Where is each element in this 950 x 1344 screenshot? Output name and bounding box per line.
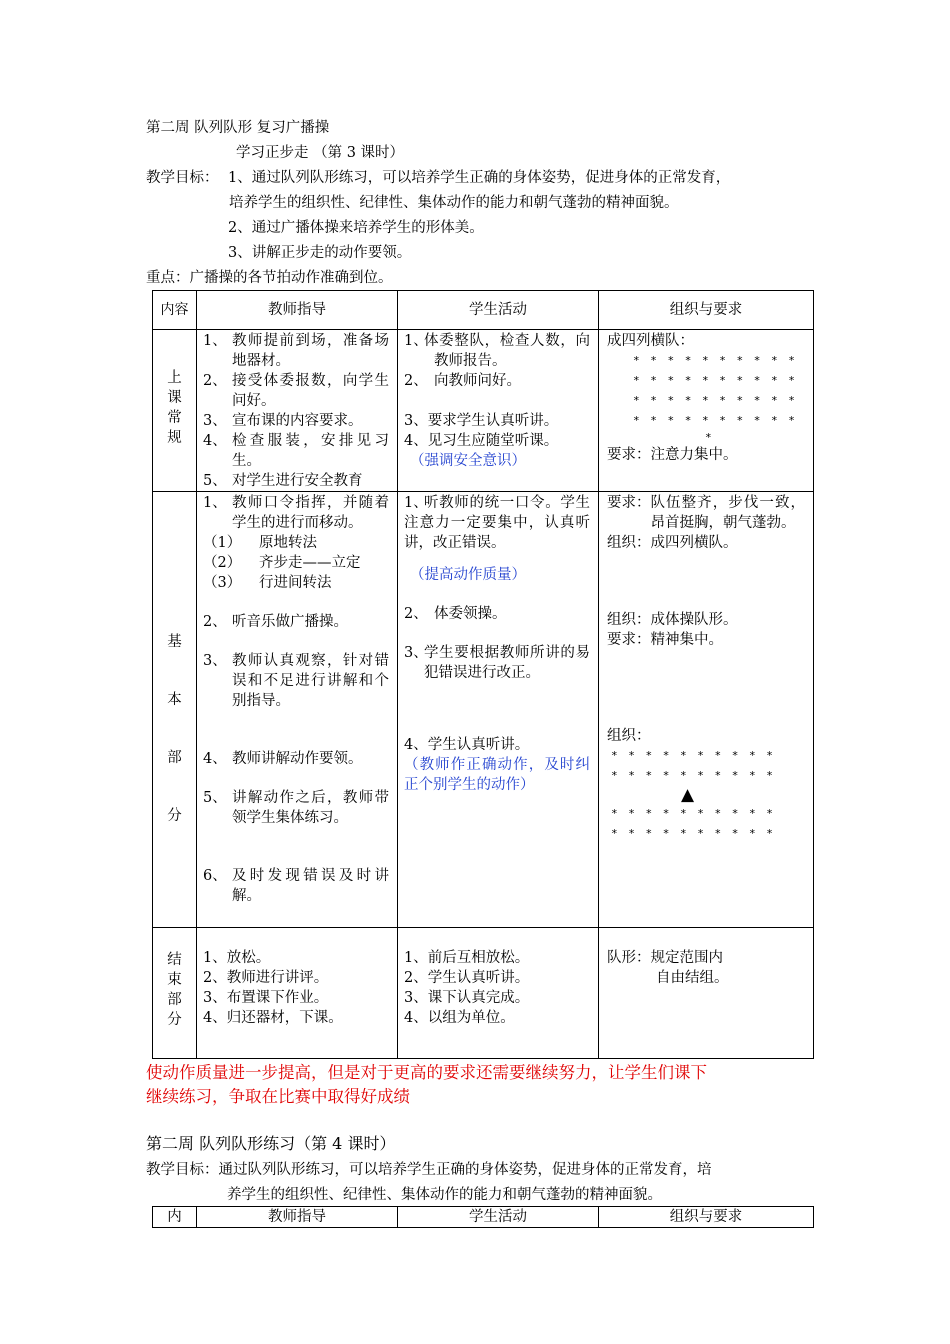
lesson-title: 第二周 队列队形 复习广播操 xyxy=(146,120,330,136)
formation-text: 规定范围内 xyxy=(650,950,723,966)
header-content xyxy=(153,291,197,330)
item-number: 4、 xyxy=(203,433,227,449)
routine-section-label xyxy=(153,330,197,492)
table-header-row xyxy=(153,291,814,330)
list-item xyxy=(203,471,389,491)
item-text: 宣布课的内容要求。 xyxy=(232,413,363,429)
list-item xyxy=(203,371,389,411)
list-item xyxy=(203,411,389,431)
item-text: 要求学生认真听讲。 xyxy=(427,413,559,429)
lesson-subtitle: 学习正步走 （第 3 课时） xyxy=(236,145,405,161)
lesson-4-objective: 教学目标：通过队列队形练习，可以培养学生正确的身体姿势，促进身体的正常发育，培 xyxy=(146,1162,712,1178)
list-item xyxy=(404,493,590,553)
routine-section-text: 上课常规 xyxy=(167,370,182,446)
quality-note: （提高动作质量） xyxy=(410,567,526,583)
item-text: 体委整队，检查人数，向教师报告。 xyxy=(424,333,590,369)
objective-1-continued: 培养学生的组织性、纪律性、集体动作的能力和朝气蓬勃的精神面貌。 xyxy=(229,195,679,211)
item-number: 1、 xyxy=(404,495,428,511)
organization-line: 组织：成四列横队。 xyxy=(607,535,738,551)
item-text: 接受体委报数，向学生问好。 xyxy=(232,373,389,409)
reflection-line-2: 继续练习，争取在比赛中取得好成绩 xyxy=(146,1087,410,1106)
header-student: 学生活动 xyxy=(398,291,599,330)
item-text: 学生认真听讲。 xyxy=(427,737,530,753)
list-item xyxy=(404,431,590,451)
formation-row: * * * * * * * * * * xyxy=(611,807,775,820)
list-item xyxy=(203,651,389,711)
item-text: 教师认真观察，针对错误和不足进行讲解和个别指导。 xyxy=(232,653,389,709)
organization-line: 要求：精神集中。 xyxy=(607,632,723,648)
item-number: （1） xyxy=(203,535,242,551)
formation-row: * xyxy=(705,431,714,444)
item-number: 1、 xyxy=(203,495,227,511)
item-number: 2、 xyxy=(203,373,227,389)
routine-teacher-cell xyxy=(197,330,398,492)
item-number: 3、 xyxy=(404,413,428,429)
list-item xyxy=(404,643,590,683)
formation-title: 成四列横队： xyxy=(607,333,694,349)
header-content-label: 内容 xyxy=(160,301,189,318)
main-section-char: 部 xyxy=(167,750,182,766)
header-content: 内 xyxy=(153,1207,197,1228)
item-number: 2、 xyxy=(404,373,428,389)
requirement-label: 要求： xyxy=(607,495,651,511)
list-item: 1、前后互相放松。 xyxy=(404,950,530,966)
item-number: 1、 xyxy=(203,333,227,349)
item-text: 向教师问好。 xyxy=(434,373,521,389)
item-number: 1、 xyxy=(404,333,428,349)
formation-row: * * * * * * * * * * xyxy=(611,749,775,762)
teacher-position-triangle-icon: ▲ xyxy=(681,785,695,805)
sub-item xyxy=(203,533,389,553)
main-student-cell xyxy=(398,492,599,928)
objective-3: 3、讲解正步走的动作要领。 xyxy=(228,245,412,261)
formation-row: * * * * * * * * * * xyxy=(633,354,797,367)
item-text: 行进间转法 xyxy=(259,575,332,591)
item-text: 教师口令指挥，并随着学生的进行而移动。 xyxy=(232,495,389,531)
item-number: 5、 xyxy=(203,790,227,806)
item-text: 齐步走——立定 xyxy=(259,555,361,571)
item-number: 2、 xyxy=(203,614,227,630)
item-number: 3、 xyxy=(404,645,428,661)
table-row-routine xyxy=(153,330,814,492)
item-number: 2、 xyxy=(404,606,428,622)
list-item xyxy=(404,371,590,391)
header-student: 学生活动 xyxy=(398,1207,599,1228)
list-item xyxy=(404,331,590,371)
safety-note: （强调安全意识） xyxy=(410,453,526,469)
ending-section-text: 结束部分 xyxy=(167,952,182,1028)
item-text: 及时发现错误及时讲解。 xyxy=(232,868,389,904)
main-section-char: 分 xyxy=(167,808,182,824)
main-section-char: 本 xyxy=(167,692,182,708)
item-number: 3、 xyxy=(203,413,227,429)
lesson-4-objective-continued: 养学生的组织性、纪律性、集体动作的能力和朝气蓬勃的精神面貌。 xyxy=(227,1187,662,1203)
item-number: 3、 xyxy=(203,653,227,669)
ending-section-label xyxy=(153,928,197,1059)
item-text: 体委领操。 xyxy=(434,606,507,622)
organization-line: 组织：成体操队形。 xyxy=(607,612,738,628)
list-item xyxy=(404,411,590,431)
lesson-plan-table xyxy=(152,290,814,1059)
item-number: 6、 xyxy=(203,868,227,884)
list-item xyxy=(203,431,389,471)
item-number: 4、 xyxy=(203,751,227,767)
main-teacher-cell xyxy=(197,492,398,928)
routine-student-cell xyxy=(398,330,599,492)
sub-item xyxy=(203,573,389,593)
list-item: 4、归还器材，下课。 xyxy=(203,1010,343,1026)
list-item: 2、学生认真听讲。 xyxy=(404,970,530,986)
formation-row: * * * * * * * * * * xyxy=(633,414,797,427)
sub-item xyxy=(203,553,389,573)
item-text: 学生要根据教师所讲的易犯错误进行改正。 xyxy=(424,645,590,681)
list-item xyxy=(404,735,590,755)
formation-row: * * * * * * * * * * xyxy=(611,769,775,782)
formation-requirement: 要求：注意力集中。 xyxy=(607,447,738,463)
header-teacher: 教师指导 xyxy=(197,1207,398,1228)
item-text: 原地转法 xyxy=(259,535,317,551)
item-number: （3） xyxy=(203,575,242,591)
organization-line: 组织： xyxy=(607,728,651,744)
item-number: 5、 xyxy=(203,473,227,489)
item-text: 听教师的统一口令。学生注意力一定要集中，认真听讲，改正错误。 xyxy=(404,495,590,551)
table-row-main xyxy=(153,492,814,928)
reflection-line-1: 使动作质量进一步提高，但是对于更高的要求还需要继续努力，让学生们课下 xyxy=(146,1063,707,1082)
lesson-4-table xyxy=(152,1206,814,1228)
item-text: 对学生进行安全教育 xyxy=(232,473,363,489)
formation-row: * * * * * * * * * * xyxy=(633,374,797,387)
routine-organization-cell xyxy=(599,330,814,492)
item-number: 4、 xyxy=(404,737,428,753)
item-text: 听音乐做广播操。 xyxy=(232,614,348,630)
main-organization-cell xyxy=(599,492,814,928)
item-number: 4、 xyxy=(404,433,428,449)
list-item xyxy=(404,604,590,624)
formation-label: 队形： xyxy=(607,950,651,966)
list-item: 2、教师进行讲评。 xyxy=(203,970,329,986)
item-text: 见习生应随堂听课。 xyxy=(427,433,559,449)
list-item xyxy=(203,493,389,533)
formation-row: * * * * * * * * * * xyxy=(633,394,797,407)
ending-teacher-cell xyxy=(197,928,398,1059)
table-header-row xyxy=(153,1207,814,1228)
objectives-label: 教学目标： xyxy=(146,170,219,186)
formation-text-continued: 自由结组。 xyxy=(656,970,729,986)
correction-note: （教师作正确动作，及时纠正个别学生的动作） xyxy=(404,757,590,793)
item-number: （2） xyxy=(203,555,242,571)
header-teacher: 教师指导 xyxy=(197,291,398,330)
header-organization: 组织与要求 xyxy=(599,1207,814,1228)
objective-1: 1、通过队列队形练习，可以培养学生正确的身体姿势，促进身体的正常发育， xyxy=(228,170,731,186)
main-section-label xyxy=(153,492,197,928)
list-item: 3、布置课下作业。 xyxy=(203,990,329,1006)
item-text: 教师讲解动作要领。 xyxy=(232,751,363,767)
list-item xyxy=(203,866,389,906)
list-item xyxy=(203,788,389,828)
table-row-ending xyxy=(153,928,814,1059)
ending-student-cell xyxy=(398,928,599,1059)
list-item xyxy=(203,749,389,769)
list-item: 4、以组为单位。 xyxy=(404,1010,515,1026)
requirement-text: 队伍整齐，步伐一致，昂首挺胸，朝气蓬勃。 xyxy=(650,495,805,531)
requirement-item xyxy=(607,493,805,533)
formation-row: * * * * * * * * * * xyxy=(611,827,775,840)
list-item xyxy=(203,612,389,632)
ending-organization-cell xyxy=(599,928,814,1059)
key-point: 重点：广播操的各节拍动作准确到位。 xyxy=(146,270,393,286)
objective-2: 2、通过广播体操来培养学生的形体美。 xyxy=(228,220,484,236)
list-item: 3、课下认真完成。 xyxy=(404,990,530,1006)
list-item xyxy=(203,331,389,371)
item-text: 教师提前到场，准备场地器材。 xyxy=(232,333,389,369)
item-text: 讲解动作之后，教师带领学生集体练习。 xyxy=(232,790,389,826)
main-section-char: 基 xyxy=(167,634,182,650)
header-organization: 组织与要求 xyxy=(599,291,814,330)
item-text: 检查服装，安排见习生。 xyxy=(232,433,389,469)
list-item: 1、放松。 xyxy=(203,950,271,966)
lesson-4-title: 第二周 队列队形练习（第 4 课时） xyxy=(146,1134,396,1153)
